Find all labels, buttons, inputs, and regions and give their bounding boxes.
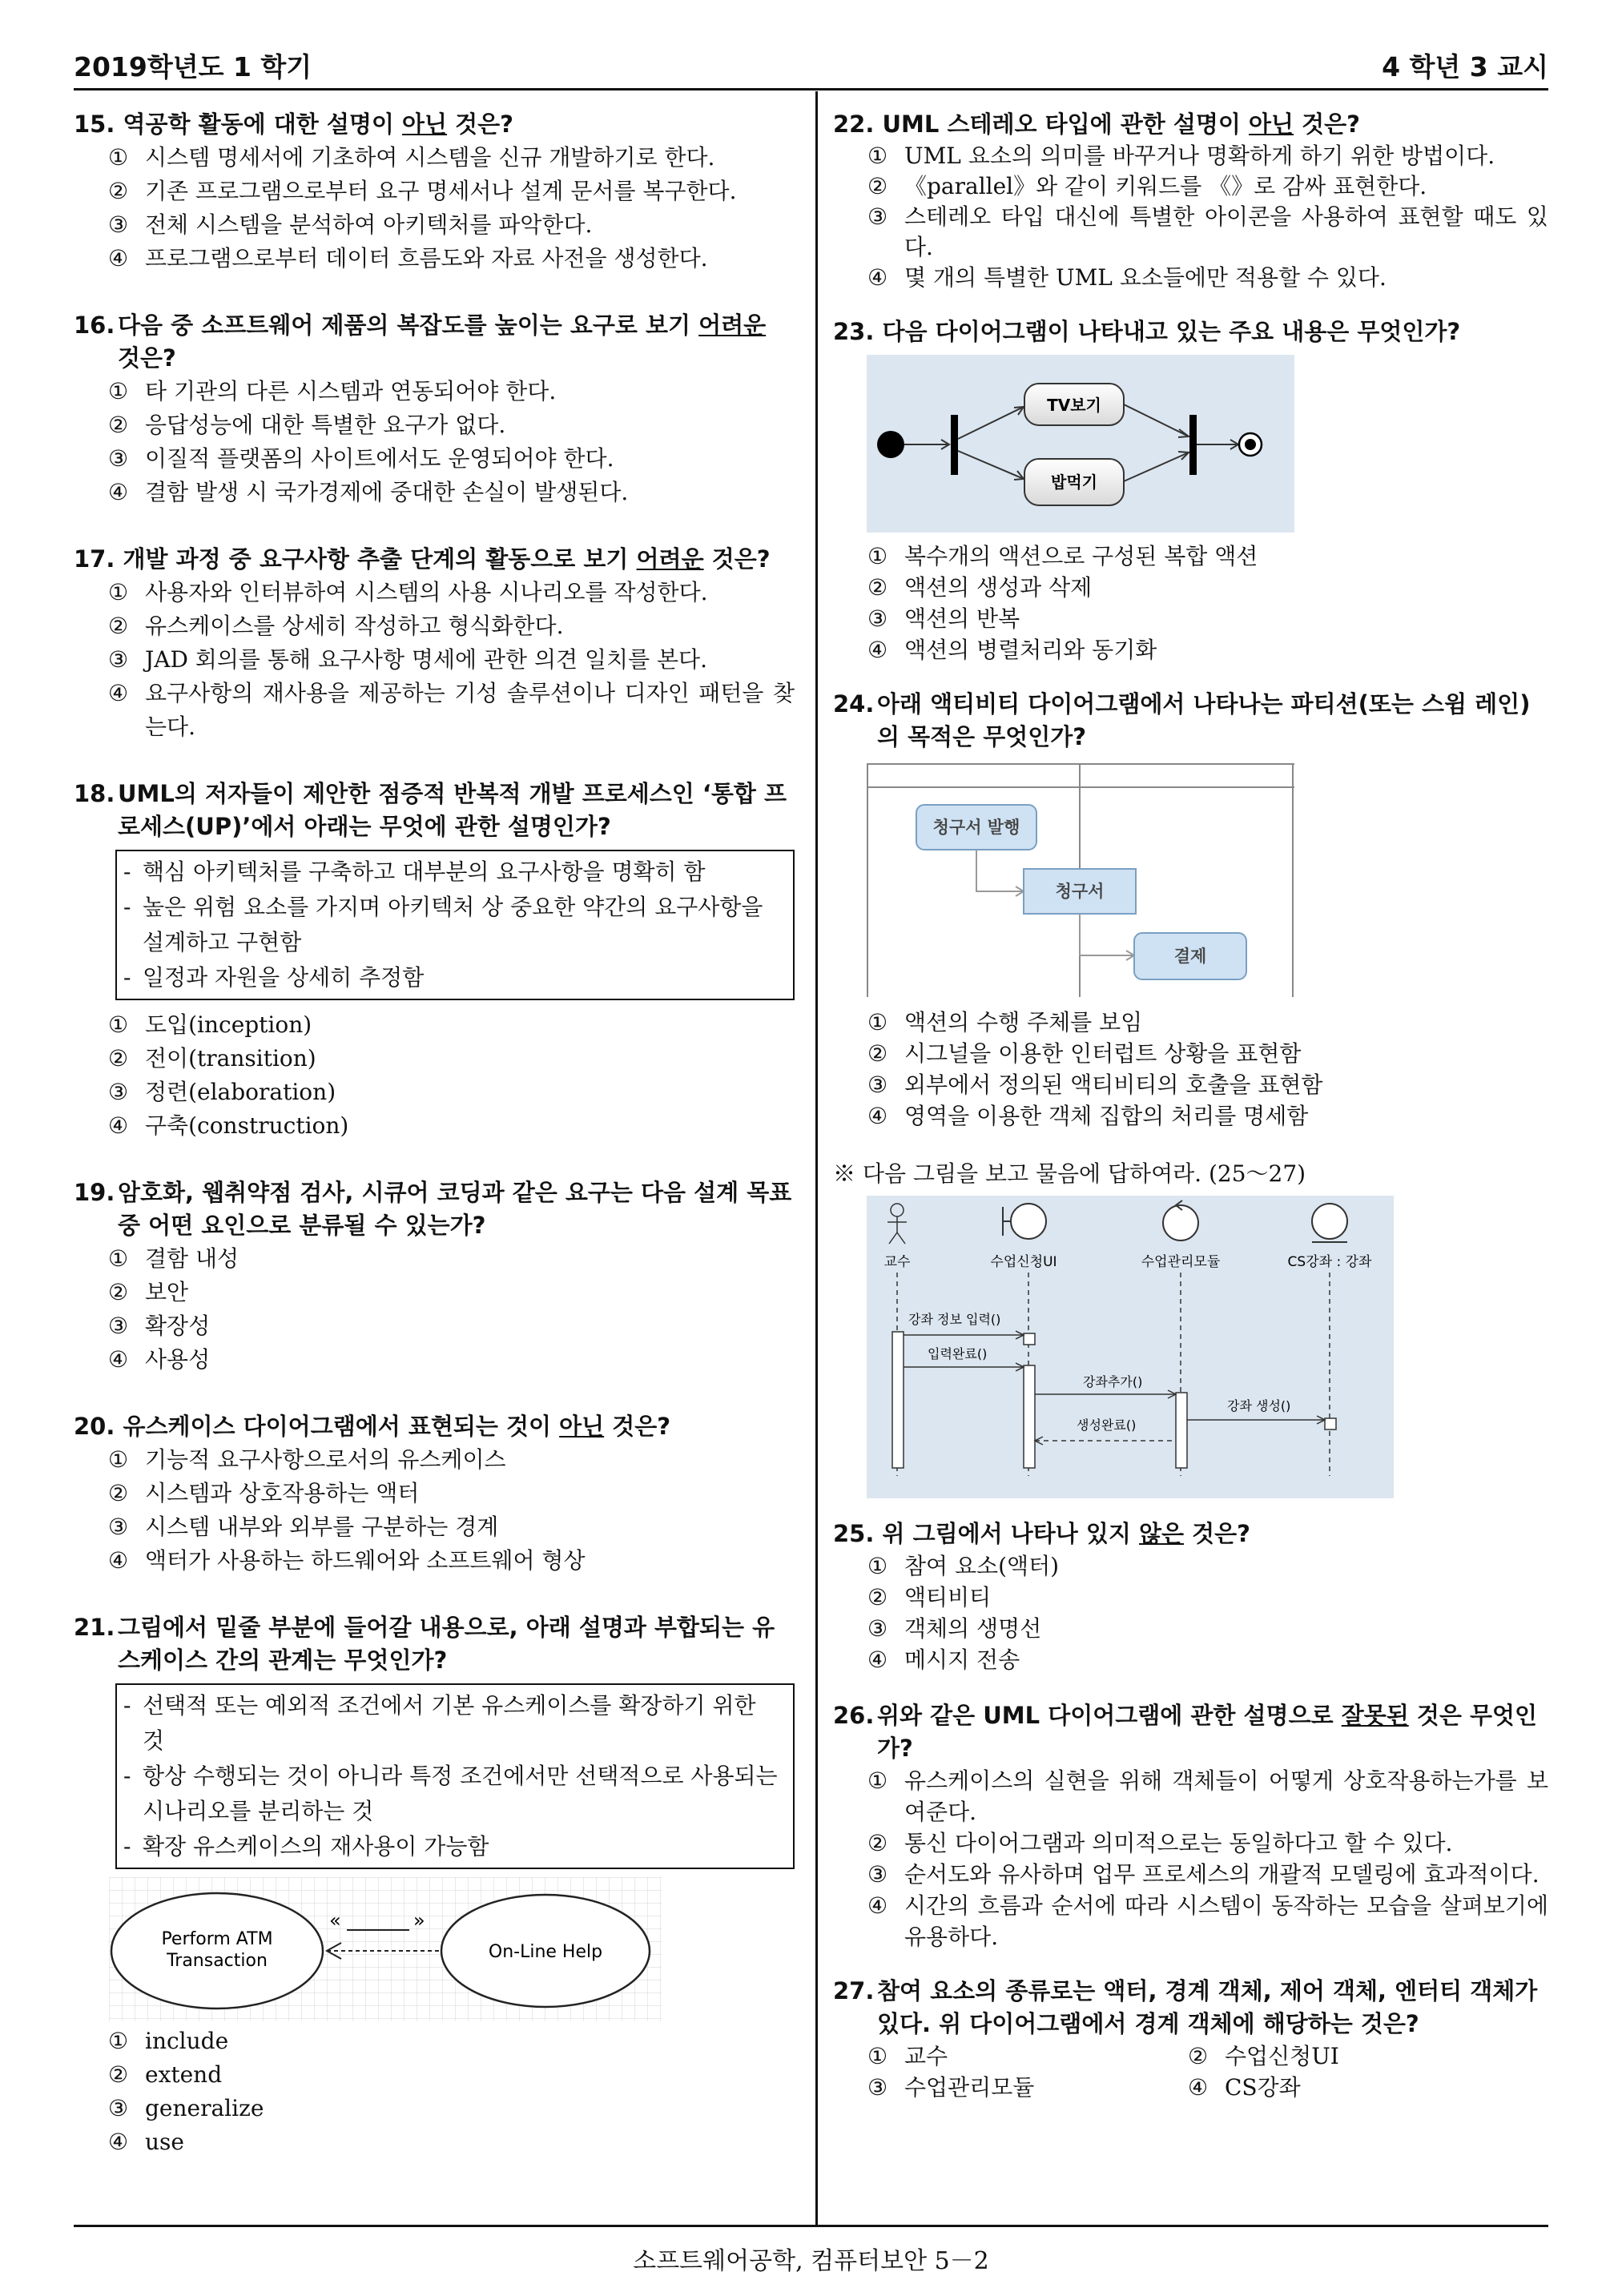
- description-box: - 선택적 또는 예외적 조건에서 기본 유스케이스를 확장하기 위한 것 - 항상 수행되는 것이 아니라 특정 조건에서만 선택적으로 사용되는 시나리오를 분리하는 것 - 확장 유스케이스의 재사용이 가능함: [115, 1683, 795, 1869]
- page-footer: 소프트웨어공학, 컴퓨터보안 5－2: [633, 2247, 989, 2275]
- question-number: 25.: [833, 1520, 875, 1547]
- option: ① 타 기관의 다른 시스템과 연동되어야 한다.: [108, 378, 557, 404]
- question-number: 24.: [833, 690, 875, 718]
- option: ② 유스케이스를 상세히 작성하고 형식화한다.: [108, 613, 564, 639]
- activity-fork-diagram: [867, 355, 1548, 536]
- option: ② 전이(transition): [108, 1045, 316, 1072]
- option: ④ 메시지 전송: [867, 1647, 1020, 1673]
- sequence-diagram: [867, 1196, 1548, 1502]
- question-number: 22.: [833, 111, 875, 138]
- message-label: 생성완료(): [1077, 1417, 1137, 1433]
- option: ① 교수: [867, 2043, 948, 2069]
- usecase-diagram: [109, 1877, 795, 2025]
- question-number: 18.: [74, 780, 115, 807]
- message-label: 강좌추가(): [1083, 1374, 1143, 1389]
- stereotype-open: «: [329, 1909, 341, 1932]
- option: ② 보안: [108, 1279, 189, 1305]
- emphasis: 어려운: [698, 312, 767, 339]
- header-left: 2019학년도 1 학기: [74, 51, 312, 82]
- option: ② 기존 프로그램으로부터 요구 명세서나 설계 문서를 복구한다.: [108, 178, 737, 204]
- question-18: 18. UML의 저자들이 제안한 점증적 반복적 개발 프로세스인 ‘통합 프로세스(UP)’에서 아래는 무엇에 관한 설명인가? - 핵심 아키텍처를 구축하고 대부분의 요구사항을 명확히 함 - 높은 위험 요소를 가지며 아키텍처 상 중요한 약간의 요구사항을 설계하고 구현함 - 일정과 자원을 상세히 추정함 ① 도입(inception) ② 전이(transition) ③ 정련(elaboration) ④ 구축(construction): [74, 778, 795, 1143]
- question-number: 23.: [833, 318, 875, 345]
- entity-object-icon: [1312, 1204, 1347, 1239]
- question-24: 24. 아래 액티비티 다이어그램에서 나타나는 파티션(또는 스윔 레인)의 목적은 무엇인가? 청구서 발행 청구서 결제 ① 액션의 수행 주체를 보임 ② 시그널을 이용한 인터럽트 상황을 표현함 ③ 외부에서 정의된 액티비티의 호출을 표현함 ④ 영역을 이용한 객체 집합의 처리를 명세함: [833, 688, 1548, 1132]
- emphasis: 어려운: [636, 545, 704, 573]
- usecase-left-line1: Perform ATM: [161, 1929, 273, 1949]
- question-21: 21. 그림에서 밑줄 부분에 들어갈 내용으로, 아래 설명과 부합되는 유스케이스 간의 관계는 무엇인가? - 선택적 또는 예외적 조건에서 기본 유스케이스를 확장하기 위한 것 - 항상 수행되는 것이 아니라 특정 조건에서만 선택적으로 사용되는 시나리오를 분리하는 것 - 확장 유스케이스의 재사용이 가능함 Perform ATM Transaction On-Line Help « » ① include ② extend ③ generalize ④ use: [74, 1611, 795, 2159]
- question-number: 27.: [833, 1977, 875, 2004]
- fork-bar: [951, 415, 958, 475]
- option: ① 결함 내성: [108, 1245, 239, 1272]
- message-label: 강좌 생성(): [1227, 1398, 1291, 1413]
- question-number: 21.: [74, 1614, 115, 1641]
- emphasis: 않은: [1139, 1520, 1185, 1547]
- option: ① 도입(inception): [108, 1011, 312, 1038]
- emphasis: 잘못된: [1341, 1702, 1409, 1729]
- option: ② 응답성능에 대한 특별한 요구가 없다.: [108, 412, 506, 438]
- option: ① UML 요소의 의미를 바꾸거나 명확하게 하기 위한 방법이다.: [867, 143, 1495, 169]
- activation-bar: [1024, 1333, 1035, 1345]
- question-15: 15. 역공학 활동에 대한 설명이 아닌 것은? ① 시스템 명세서에 기초하여 시스템을 신규 개발하기로 한다. ② 기존 프로그램으로부터 요구 명세서나 설계 문서를 복구한다. ③ 전체 시스템을 분석하여 아키텍처를 파악한다. ④ 프로그램으로부터 데이터 흐름도와 자료 사전을 생성한다.: [74, 108, 795, 275]
- emphasis: 아닌: [559, 1413, 605, 1440]
- option: ④ 몇 개의 특별한 UML 요소들에만 적용할 수 있다.: [867, 264, 1387, 291]
- option: ③ 이질적 플랫폼의 사이트에서도 운영되어야 한다.: [108, 445, 614, 472]
- join-bar: [1189, 415, 1197, 475]
- option: ① 유스케이스의 실현을 위해 객체들이 어떻게 상호작용하는가를 보여준다.: [867, 1767, 1548, 1825]
- lifeline-label: 교수: [883, 1254, 911, 1270]
- question-number: 20.: [74, 1413, 115, 1440]
- option: ① 참여 요소(액터): [867, 1553, 1060, 1579]
- option: ③ 스테레오 타입 대신에 특별한 아이콘을 사용하여 표현할 때도 있다.: [867, 203, 1548, 260]
- option: ① include: [108, 2028, 229, 2054]
- action-label: 밥먹기: [1051, 472, 1097, 492]
- activation-bar: [1325, 1418, 1336, 1429]
- description-box: - 핵심 아키텍처를 구축하고 대부분의 요구사항을 명확히 함 - 높은 위험 요소를 가지며 아키텍처 상 중요한 약간의 요구사항을 설계하고 구현함 - 일정과 자원을 상세히 추정함: [115, 850, 795, 1000]
- usecase-left-line2: Transaction: [167, 1951, 268, 1971]
- option: ① 복수개의 액션으로 구성된 복합 액션: [867, 543, 1258, 569]
- initial-node: [877, 431, 904, 458]
- option: ② 통신 다이어그램과 의미적으로는 동일하다고 할 수 있다.: [867, 1830, 1453, 1856]
- header-right: 4 학년 3 교시: [1382, 51, 1548, 82]
- question-22: 22. UML 스테레오 타입에 관한 설명이 아닌 것은? ① UML 요소의 의미를 바꾸거나 명확하게 하기 위한 방법이다. ② 《parallel》와 같이 키워드를 《》로 감싸 표현한다. ③ 스테레오 타입 대신에 특별한 아이콘을 사용하여 표현할 때도 있다. ④ 몇 개의 특별한 UML 요소들에만 적용할 수 있다.: [833, 108, 1548, 293]
- option: ① 사용자와 인터뷰하여 시스템의 사용 시나리오를 작성한다.: [108, 579, 708, 605]
- question-26: 26. 위와 같은 UML 다이어그램에 관한 설명으로 잘못된 것은 무엇인가? ① 유스케이스의 실현을 위해 객체들이 어떻게 상호작용하는가를 보여준다. ② 통신 다이어그램과 의미적으로는 동일하다고 할 수 있다. ③ 순서도와 유사하며 업무 프로세스의 개괄적 모델링에 효과적이다. ④ 시간의 흐름과 순서에 따라 시스템이 동작하는 모습을 살펴보기에 유용하다.: [833, 1699, 1548, 1952]
- option: ④ use: [108, 2129, 184, 2155]
- swimlane-diagram: [867, 763, 1548, 1000]
- option: ③ 객체의 생명선: [867, 1615, 1042, 1642]
- option: ③ JAD 회의를 통해 요구사항 명세에 관한 의견 일치를 본다.: [108, 646, 708, 673]
- option: ③ 확장성: [108, 1313, 211, 1339]
- option: ④ 시간의 흐름과 순서에 따라 시스템이 동작하는 모습을 살펴보기에 유용하다.: [867, 1892, 1548, 1950]
- usecase-right-label: On-Line Help: [488, 1942, 603, 1962]
- message-label: 강좌 정보 입력(): [908, 1312, 1001, 1327]
- option: ③ 시스템 내부와 외부를 구분하는 경계: [108, 1514, 499, 1540]
- stereotype-close: »: [413, 1909, 425, 1932]
- question-number: 16.: [74, 312, 115, 339]
- action-label: 청구서 발행: [932, 818, 1020, 837]
- question-number: 26.: [833, 1702, 875, 1729]
- emphasis: 아닌: [402, 111, 448, 138]
- action-label: TV보기: [1047, 396, 1101, 415]
- option: ③ 외부에서 정의된 액티비티의 호출을 표현함: [867, 1072, 1323, 1098]
- boundary-object-icon: [1011, 1204, 1046, 1239]
- question-27: 27. 참여 요소의 종류로는 액터, 경계 객체, 제어 객체, 엔터티 객체가 있다. 위 다이어그램에서 경계 객체에 해당하는 것은? ① 교수 ② 수업신청UI ③ 수업관리모듈 ④ CS강좌: [833, 1975, 1548, 2103]
- option: ② extend: [108, 2061, 223, 2088]
- question-20: 20. 유스케이스 다이어그램에서 표현되는 것이 아닌 것은? ① 기능적 요구사항으로서의 유스케이스 ② 시스템과 상호작용하는 액터 ③ 시스템 내부와 외부를 구분하는 경계 ④ 액터가 사용하는 하드웨어와 소프트웨어 형상: [74, 1410, 795, 1578]
- action-label: 결제: [1173, 947, 1207, 966]
- option: ① 기능적 요구사항으로서의 유스케이스: [108, 1446, 506, 1473]
- option: ③ 순서도와 유사하며 업무 프로세스의 개괄적 모델링에 효과적이다.: [867, 1861, 1539, 1888]
- option: ④ 영역을 이용한 객체 집합의 처리를 명세함: [867, 1103, 1309, 1129]
- lifeline-label: CS강좌 : 강좌: [1287, 1254, 1372, 1270]
- right-column: [833, 108, 1548, 2103]
- question-23: 23. 다음 다이어그램이 나타내고 있는 주요 내용은 무엇인가? TV보기 밥먹기 ① 복수개의 액션으로 구성된 복합 액션 ② 액션의 생성과 삭제 ③ 액션의 반복 ④ 액션의 병렬처리와 동기화: [833, 316, 1548, 665]
- option: ④ 결함 발생 시 국가경제에 중대한 손실이 발생된다.: [108, 479, 629, 505]
- question-number: 17.: [74, 545, 115, 573]
- option: ③ 전체 시스템을 분석하여 아키텍처를 파악한다.: [108, 211, 593, 238]
- option: ④ 요구사항의 재사용을 제공하는 기성 솔루션이나 디자인 패턴을 찾는다.: [108, 680, 795, 740]
- question-number: 19.: [74, 1179, 115, 1206]
- question-16: 16. 다음 중 소프트웨어 제품의 복잡도를 높이는 요구로 보기 어려운 것은? ① 타 기관의 다른 시스템과 연동되어야 한다. ② 응답성능에 대한 특별한 요구가 없다. ③ 이질적 플랫폼의 사이트에서도 운영되어야 한다. ④ 결함 발생 시 국가경제에 중대한 손실이 발생된다.: [74, 309, 795, 509]
- option: ② 시그널을 이용한 인터럽트 상황을 표현함: [867, 1040, 1302, 1067]
- option: ① 액션의 수행 주체를 보임: [867, 1009, 1143, 1035]
- option: ④ 구축(construction): [108, 1112, 349, 1139]
- option: ④ CS강좌: [1188, 2074, 1301, 2101]
- option: ② 액티비티: [867, 1584, 992, 1610]
- activation-bar: [892, 1332, 904, 1468]
- group-instruction: ※ 다음 그림을 보고 물음에 답하여라. (25～27): [833, 1160, 1306, 1187]
- object-label: 청구서: [1055, 882, 1105, 901]
- lifeline-label: 수업관리모듈: [1141, 1254, 1221, 1270]
- activation-bar: [1024, 1365, 1035, 1468]
- option: ④ 사용성: [108, 1346, 211, 1373]
- option: ③ 액션의 반복: [867, 605, 1020, 632]
- header-rule: [74, 88, 1548, 90]
- option: ② 수업신청UI: [1188, 2043, 1339, 2069]
- column-divider: [815, 91, 818, 2225]
- option: ② 액션의 생성과 삭제: [867, 574, 1093, 601]
- option: ② 《parallel》와 같이 키워드를 《》로 감싸 표현한다.: [867, 173, 1427, 199]
- option: ④ 액션의 병렬처리와 동기화: [867, 637, 1157, 663]
- left-column: [74, 108, 795, 2159]
- question-25: 25. 위 그림에서 나타나 있지 않은 것은? ① 참여 요소(액터) ② 액티비티 ③ 객체의 생명선 ④ 메시지 전송: [833, 1518, 1548, 1675]
- question-number: 15.: [74, 111, 115, 138]
- option: ① 시스템 명세서에 기초하여 시스템을 신규 개발하기로 한다.: [108, 144, 715, 171]
- activation-bar: [1176, 1393, 1187, 1468]
- lifeline-label: 수업신청UI: [990, 1254, 1057, 1270]
- footer-rule: [74, 2225, 1548, 2227]
- control-object-icon: [1163, 1205, 1198, 1240]
- message-label: 입력완료(): [928, 1346, 988, 1361]
- option: ③ 수업관리모듈: [867, 2074, 1035, 2101]
- question-17: 17. 개발 과정 중 요구사항 추출 단계의 활동으로 보기 어려운 것은? ① 사용자와 인터뷰하여 시스템의 사용 시나리오를 작성한다. ② 유스케이스를 상세히 작성하고 형식화한다. ③ JAD 회의를 통해 요구사항 명세에 관한 의견 일치를 본다. ④ 요구사항의 재사용을 제공하는 기성 솔루션이나 디자인 패턴을 찾는다.: [74, 543, 795, 744]
- emphasis: 아닌: [1249, 111, 1294, 138]
- option: ② 시스템과 상호작용하는 액터: [108, 1480, 420, 1506]
- option: ③ generalize: [108, 2095, 264, 2121]
- question-19: 19. 암호화, 웹취약점 검사, 시큐어 코딩과 같은 요구는 다음 설계 목표 중 어떤 요인으로 분류될 수 있는가? ① 결함 내성 ② 보안 ③ 확장성 ④ 사용성: [74, 1176, 795, 1377]
- option: ④ 프로그램으로부터 데이터 흐름도와 자료 사전을 생성한다.: [108, 245, 708, 271]
- option: ③ 정련(elaboration): [108, 1079, 336, 1105]
- option: ④ 액터가 사용하는 하드웨어와 소프트웨어 형상: [108, 1547, 586, 1574]
